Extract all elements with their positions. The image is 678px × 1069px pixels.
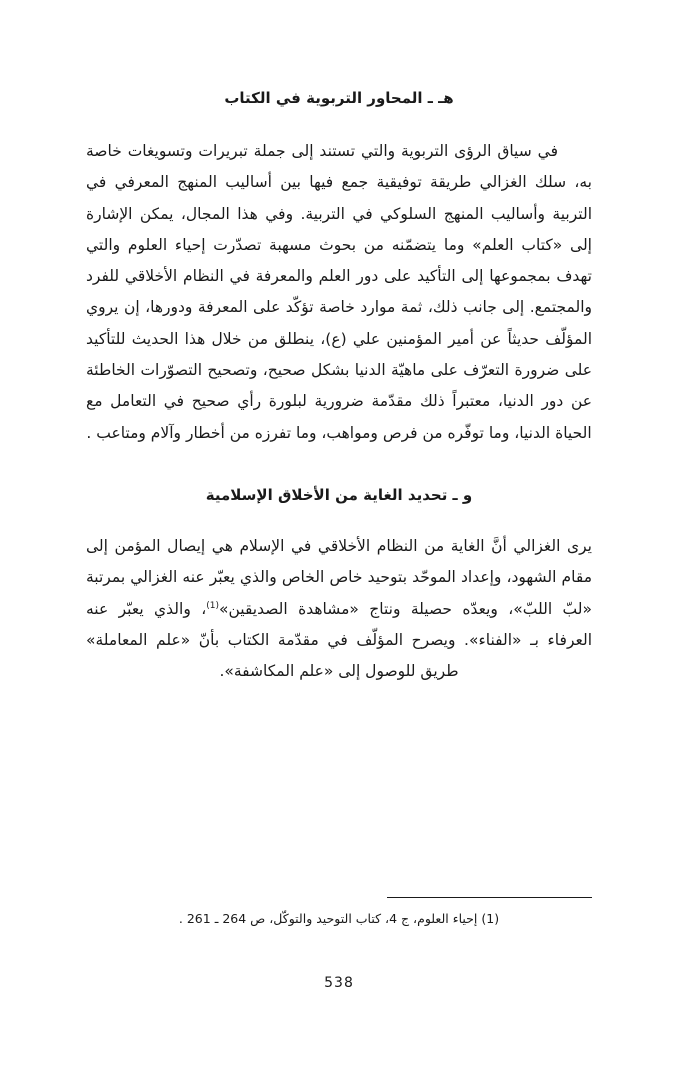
section-heading-1: هـ ـ المحاور التربوية في الكتاب — [224, 89, 454, 107]
section-paragraph-1: في سياق الرؤى التربوية والتي تستند إلى جملة تبريرات وتسويغات خاصة به، سلك الغزالي طريقة توفيقية جمع فيها بين أساليب المنهج المعرفي في التربية وأساليب المنهج السلوكي في التربية. وفي هذا المجال، يمكن الإشارة إلى «كتاب العلم» وما يتضمّنه من بحوث مسهبة تصدّرت إحياء العلوم والتي تهدف بمجموعها إلى التأكيد على دور العلم والمعرفة في النظام الأخلاقي للفرد والمجتمع. إلى جانب ذلك، ثمة موارد خاصة تؤكّد على المعرفة ودورها، إن يروي المؤلّف حديثاً عن أمير المؤمنين علي (ع)، ينطلق من خلال هذا الحديث للتأكيد على ضرورة التعرّف على ماهيّة الدنيا بشكل صحيح، وتصحيح التصوّرات الخاطئة عن دور الدنيا، معتبراً ذلك مقدّمة ضرورية لبلورة رأي صحيح في التعامل مع الحياة الدنيا، وما توفّره من فرص ومواهب، وما تفرزه من أخطار وآلام ومتاعب . — [86, 142, 592, 442]
footnote-reference-marker[interactable]: (1) — [206, 600, 219, 611]
paragraph-text-after-ref: ، والذي يعبّر عنه العرفاء بـ «الفناء». ويصرح المؤلّف في مقدّمة الكتاب بأنّ «علم المعاملة» طريق للوصول إلى «علم المكاشفة». — [86, 599, 592, 681]
footnote-entry — [86, 908, 592, 929]
page-content — [86, 86, 592, 687]
footnote-marker: (1) — [481, 911, 500, 926]
page-number: 538 — [324, 975, 354, 991]
footnote-separator-rule — [387, 897, 592, 898]
section-paragraph-2 — [86, 531, 592, 687]
footnote-text: إحياء العلوم، ج 4، كتاب التوحيد والتوكّل، ص 264 ـ 261 . — [178, 911, 478, 926]
section-heading-2: و ـ تحديد الغاية من الأخلاق الإسلامية — [205, 485, 473, 504]
paragraph-text-before-ref: يرى الغزالي أنَّ الغاية من النظام الأخلاقي في الإسلام هي إيصال المؤمن إلى مقام الشهود، وإعداد الموحّد بتوحيد خاص الخاص والذي يعبّر عنه الغزالي بمرتبة «لبّ اللبّ»، ويعدّه حصيلة ونتاج «مشاهدة الصديقين» — [86, 536, 592, 618]
